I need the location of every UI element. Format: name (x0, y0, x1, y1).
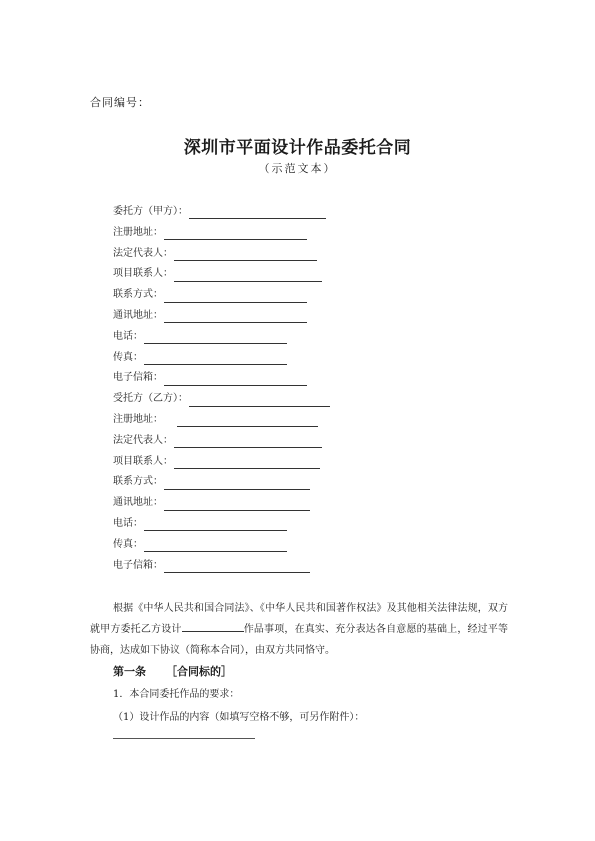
party-b-contact-method-field[interactable] (113, 472, 330, 493)
field-label: 传真： (113, 351, 143, 363)
party-a-email-field[interactable] (113, 368, 330, 389)
field-label: 委托方（甲方）： (113, 206, 188, 217)
field-label: 电话： (113, 517, 143, 529)
preamble-text-part2: 作品事项，在真实、充分表达各自意愿的基础上，经过平等协商，达成如下协议（简称本合同），由双方共同恪守。 (90, 624, 509, 656)
article-1-heading (113, 663, 232, 679)
party-a-contact-method-field[interactable] (113, 285, 330, 306)
party-a-legal-representative-field[interactable] (113, 244, 330, 265)
party-a-registered-address-field[interactable] (113, 223, 330, 244)
field-label: 受托方（乙方）： (113, 393, 188, 405)
party-b-phone-field[interactable] (113, 514, 330, 535)
party-info-fields (113, 202, 330, 576)
fill-in-blank[interactable] (144, 330, 287, 344)
fill-in-blank[interactable] (164, 289, 307, 303)
fill-in-blank[interactable] (164, 226, 307, 240)
preamble-paragraph (90, 598, 508, 661)
party-b-fax-field[interactable] (113, 535, 330, 556)
fill-in-blank[interactable] (164, 476, 310, 490)
party-a-fax-field[interactable] (113, 348, 330, 369)
party-b-project-contact-field[interactable] (113, 452, 330, 473)
field-label: 联系方式： (113, 289, 163, 301)
field-label: 传真： (113, 538, 143, 550)
design-content-blank[interactable] (113, 738, 255, 739)
fill-in-blank[interactable] (177, 413, 318, 427)
party-a-phone-field[interactable] (113, 327, 330, 348)
fill-in-blank[interactable] (174, 455, 320, 469)
field-label: 联系方式： (113, 476, 163, 488)
field-label: 通讯地址： (113, 309, 163, 321)
party-b-registered-address-field[interactable] (113, 410, 330, 431)
fill-in-blank[interactable] (144, 351, 287, 365)
clause-1: 1．本合同委托作品的要求： (113, 689, 240, 700)
party-b-legal-representative-field[interactable] (113, 431, 330, 452)
party-a-mailing-address-field[interactable] (113, 306, 330, 327)
fill-in-blank[interactable] (164, 372, 307, 386)
document-title: 深圳市平面设计作品委托合同 (183, 138, 412, 158)
fill-in-blank[interactable] (164, 497, 310, 511)
field-label: 法定代表人： (113, 434, 173, 446)
article-title: ［合同标的］ (166, 665, 232, 678)
party-a-project-contact-field[interactable] (113, 264, 330, 285)
fill-in-blank[interactable] (144, 538, 287, 552)
party-b-mailing-address-field[interactable] (113, 493, 330, 514)
fill-in-blank[interactable] (174, 434, 322, 448)
fill-in-blank[interactable] (144, 517, 287, 531)
field-label: 注册地址： (113, 413, 163, 425)
party-b-contractor-field[interactable] (113, 389, 330, 410)
fill-in-blank[interactable] (189, 393, 330, 407)
field-label: 项目联系人： (113, 268, 173, 280)
field-label: 项目联系人： (113, 455, 173, 467)
fill-in-blank[interactable] (174, 247, 317, 261)
fill-in-blank[interactable] (164, 309, 307, 323)
field-label: 电子信箱： (113, 372, 163, 384)
document-subtitle: （示范文本） (258, 162, 337, 175)
preamble-text-part1: 根据《中华人民共和国合同法》、《中华人民共和国著作权法》及其他相关法律法规，双方就甲方委托乙方设计 (90, 603, 508, 635)
design-subject-blank[interactable] (182, 620, 244, 632)
fill-in-blank[interactable] (164, 559, 310, 573)
contract-number-label: 合同编号： (90, 96, 150, 109)
field-label: 注册地址： (113, 226, 163, 238)
field-label: 电话： (113, 330, 143, 342)
party-a-client-field[interactable] (113, 202, 330, 223)
field-label: 通讯地址： (113, 497, 163, 509)
fill-in-blank[interactable] (189, 205, 326, 219)
party-b-email-field[interactable] (113, 556, 330, 577)
clause-1-1: （1）设计作品的内容（如填写空格不够，可另作附件）： (113, 712, 365, 723)
article-number: 第一条 (113, 665, 146, 678)
field-label: 法定代表人： (113, 247, 173, 259)
fill-in-blank[interactable] (174, 268, 322, 282)
field-label: 电子信箱： (113, 559, 163, 571)
